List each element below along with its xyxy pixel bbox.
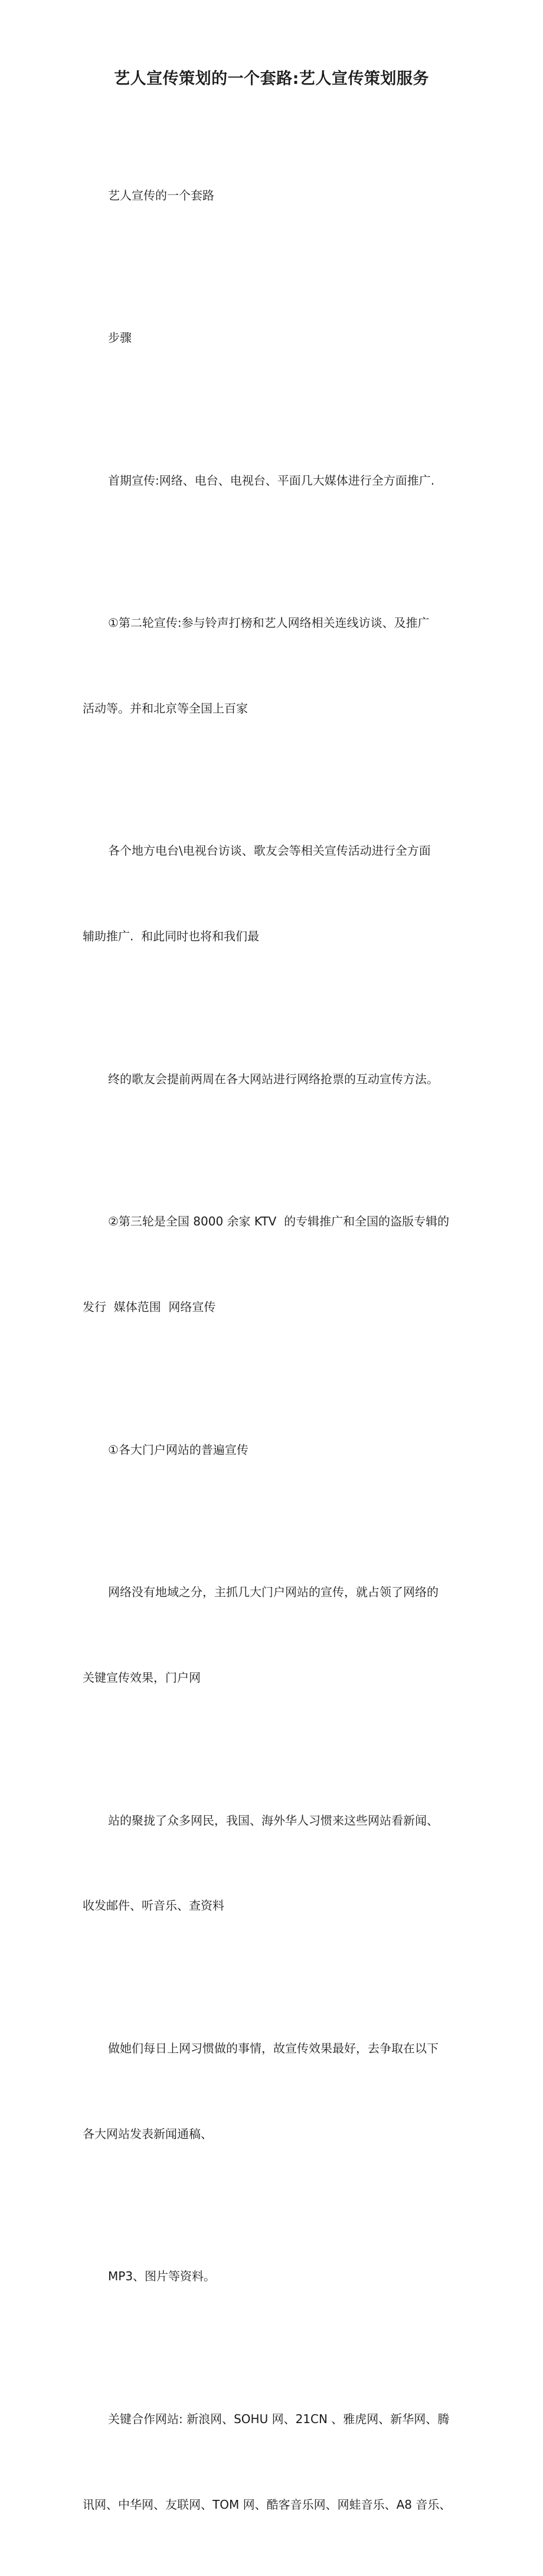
paragraph (83, 551, 465, 779)
paragraph-line: 网络没有地域之分，主抓几大门户网站的宣传，就占领了网络的 (108, 1585, 439, 1600)
paragraph (83, 1150, 465, 1378)
paragraph (83, 1378, 465, 1521)
paragraph (83, 124, 465, 266)
paragraph-line: 终的歌友会提前两周在各大网站进行网络抢票的互动宣传方法。 (108, 1071, 439, 1086)
paragraph-line: 艺人宣传的一个套路 (108, 188, 214, 202)
paragraph (83, 780, 465, 1008)
paragraph-line: 关键宣传效果，门户网 (83, 1671, 201, 1685)
document-body (83, 124, 465, 2576)
paragraph-line: 关键合作网站: 新浪网、SOHU 网、21CN 、雅虎网、新华网、腾 (108, 2411, 450, 2426)
paragraph (83, 2348, 465, 2575)
paragraph-line: 各大网站发表新闻通稿、 (83, 2126, 212, 2141)
paragraph-line: 讯网、中华网、友联网、TOM 网、酷客音乐网、网蛙音乐、A8 音乐、 (83, 2497, 452, 2512)
paragraph (83, 1521, 465, 1749)
paragraph-line: 收发邮件、听音乐、查资料 (83, 1898, 224, 1913)
paragraph (83, 1977, 465, 2205)
paragraph-line: ①第二轮宣传:参与铃声打榜和艺人网络相关连线访谈、及推广 (108, 616, 430, 630)
paragraph-line: 各个地方电台\电视台访谈、歌友会等相关宣传活动进行全方面 (108, 844, 431, 858)
paragraph-line: 站的聚拢了众多网民，我国、海外华人习惯来这些网站看新闻、 (108, 1813, 439, 1828)
paragraph (83, 409, 465, 551)
paragraph-line: 首期宣传:网络、电台、电视台、平面几大媒体进行全方面推广. (108, 473, 435, 488)
paragraph-line: 辅助推广. 和此同时也将和我们最 (83, 929, 260, 944)
paragraph-line: ①各大门户网站的普遍宣传 (108, 1442, 248, 1457)
paragraph-line: ②第三轮是全国 8000 余家 KTV 的专辑推广和全国的盗版专辑的 (108, 1214, 450, 1229)
paragraph (83, 1008, 465, 1150)
paragraph (83, 1749, 465, 1977)
paragraph (83, 2205, 465, 2348)
document-title: 艺人宣传策划的一个套路:艺人宣传策划服务 (114, 70, 429, 88)
paragraph-line: 发行 媒体范围 网络宣传 (83, 1300, 216, 1315)
paragraph-line: 活动等。并和北京等全国上百家 (83, 701, 248, 715)
paragraph-line: MP3、图片等资料。 (108, 2269, 216, 2284)
paragraph-line: 做她们每日上网习惯做的事情，故宣传效果最好，去争取在以下 (108, 2041, 439, 2055)
paragraph (83, 266, 465, 408)
paragraph-line: 步骤 (108, 331, 132, 345)
